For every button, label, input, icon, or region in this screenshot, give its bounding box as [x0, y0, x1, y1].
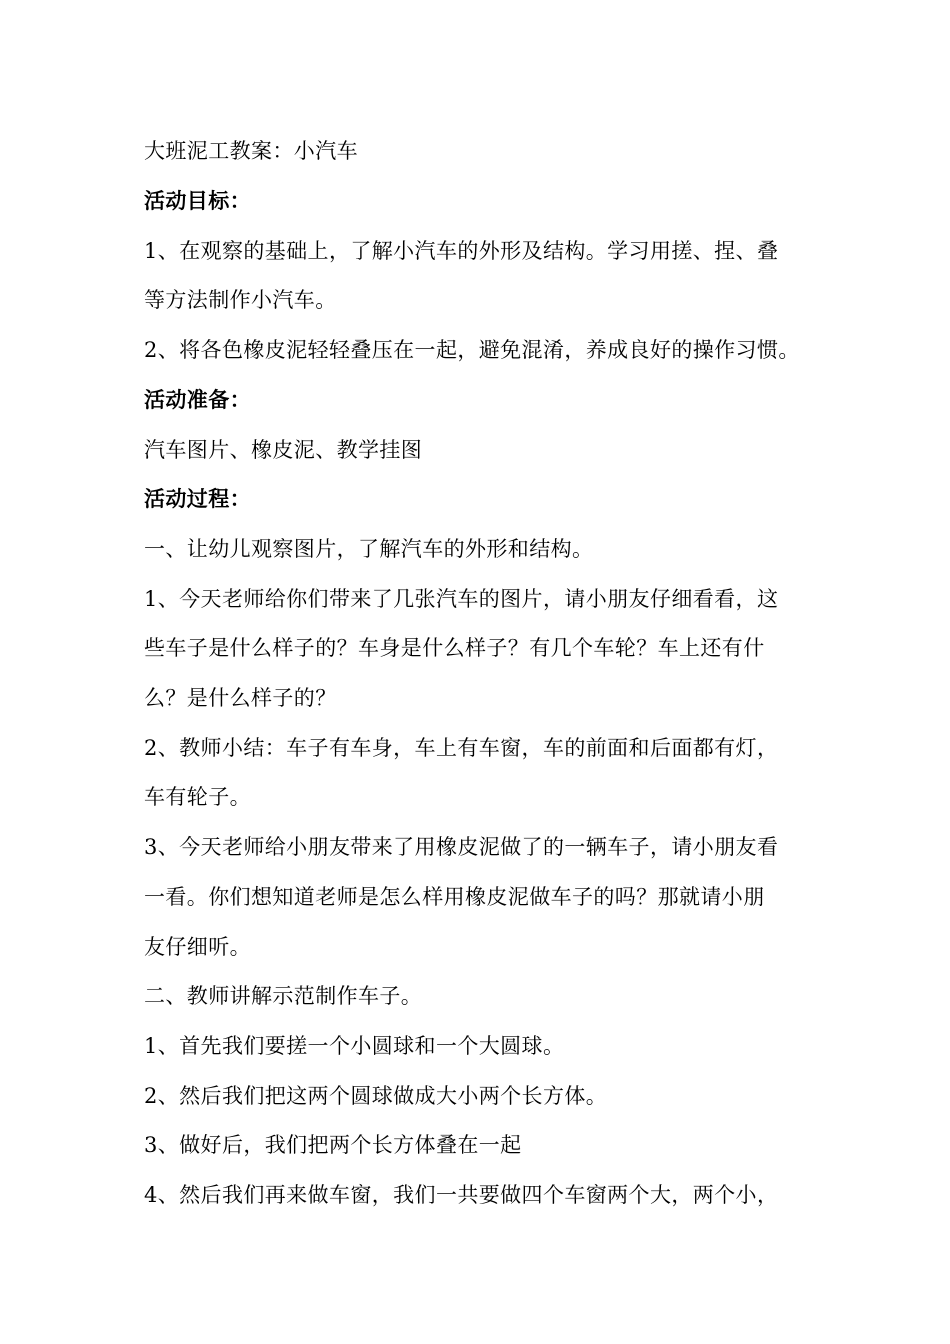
paragraph-line: 4、然后我们再来做车窗，我们一共要做四个车窗两个大，两个小， [144, 1183, 779, 1207]
paragraph-line: 车有轮子。 [144, 785, 251, 810]
paragraph-line: 1、今天老师给你们带来了几张汽车的图片，请小朋友仔细看看，这 [144, 586, 779, 611]
paragraph-line: 1、首先我们要搓一个小圆球和一个大圆球。 [144, 1033, 565, 1058]
paragraph-line: 一看。你们想知道老师是怎么样用橡皮泥做车子的吗？那就请小朋 [144, 884, 765, 909]
paragraph-line: 3、今天老师给小朋友带来了用橡皮泥做了的一辆车子，请小朋友看 [144, 835, 779, 860]
paragraph-line: 2、将各色橡皮泥轻轻叠压在一起，避免混淆，养成良好的操作习惯。 [144, 338, 800, 363]
paragraph-line: 等方法制作小汽车。 [144, 288, 337, 313]
section-heading: 活动过程： [144, 486, 251, 512]
paragraph-line: 友仔细听。 [144, 934, 251, 959]
paragraph-line: 二、教师讲解示范制作车子。 [144, 984, 423, 1009]
paragraph-line: 些车子是什么样子的？车身是什么样子？有几个车轮？车上还有什 [144, 636, 765, 661]
document-title: 大班泥工教案：小汽车 [144, 139, 358, 163]
section-heading: 活动目标： [144, 188, 251, 213]
paragraph-line: 2、然后我们把这两个圆球做成大小两个长方体。 [144, 1083, 608, 1108]
paragraph-line: 一、让幼儿观察图片，了解汽车的外形和结构。 [144, 536, 594, 561]
paragraph-line: 3、做好后，我们把两个长方体叠在一起 [144, 1133, 522, 1158]
paragraph-line: 汽车图片、橡皮泥、教学挂图 [144, 437, 423, 462]
paragraph-line: 2、教师小结：车子有车身，车上有车窗，车的前面和后面都有灯， [144, 735, 779, 760]
paragraph-line: 么？是什么样子的？ [144, 686, 337, 710]
paragraph-line: 1、在观察的基础上，了解小汽车的外形及结构。学习用搓、捏、叠 [144, 238, 779, 263]
section-heading: 活动准备： [144, 386, 251, 412]
